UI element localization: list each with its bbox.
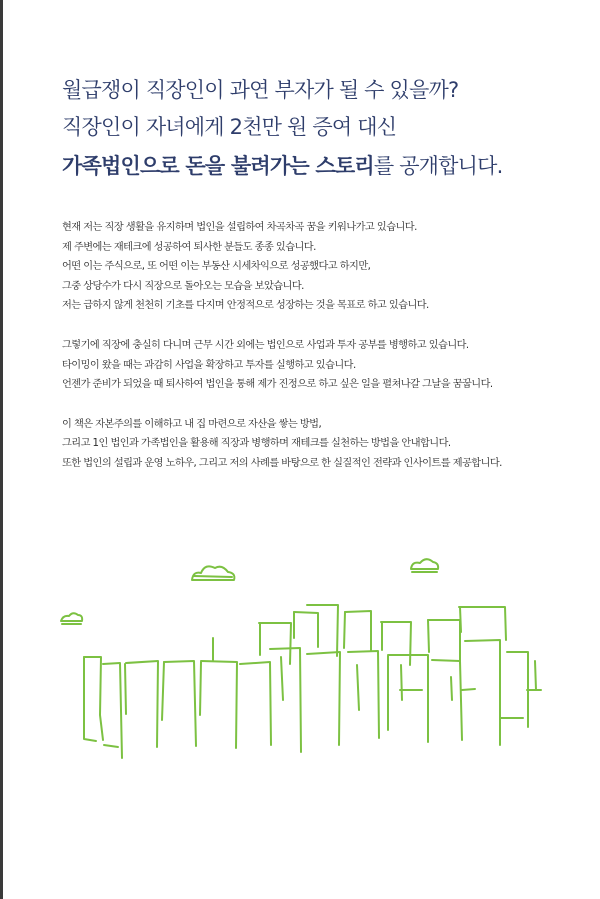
headline-line-3: [62, 148, 582, 185]
building: [451, 677, 452, 700]
building: [270, 648, 301, 752]
building: [462, 689, 475, 690]
cloud-icon: [194, 576, 232, 577]
city-skyline-illustration: [0, 540, 600, 780]
building: [459, 607, 506, 640]
paragraph-line: 그리고 1인 법인과 가족법인을 활용해 직장과 병행하며 재테크를 실천하는 방법을 안내합니다.: [62, 438, 451, 450]
paragraph-line: 언젠가 준비가 되었을 때 퇴사하여 법인을 통해 제가 진정으로 하고 싶은 일을 펼쳐나갈 그날을 꿈꿉니다.: [62, 379, 493, 391]
building: [126, 661, 158, 747]
building: [381, 622, 411, 665]
building: [164, 661, 196, 746]
building: [507, 652, 528, 727]
body-text: [62, 218, 582, 494]
headline: [62, 72, 582, 185]
building: [294, 612, 318, 647]
building: [200, 662, 201, 715]
building: [84, 657, 103, 740]
paragraph-line: 그중 상당수가 다시 직장으로 돌아오는 모습을 보았습니다.: [62, 280, 304, 292]
headline-emphasis: 가족법인으로 돈을 불려가는 스토리: [62, 154, 374, 178]
cloud-icon: [411, 559, 438, 569]
paragraph-line: 타이밍이 왔을 때는 과감히 사업을 확장하고 투자를 실행하고 있습니다.: [62, 359, 356, 371]
building: [348, 651, 379, 738]
paragraph-line: 현재 저는 직장 생활을 유지하며 법인을 설립하여 차곡차곡 꿈을 키워나가고 있습니다.: [62, 222, 417, 233]
paragraph-2: [62, 336, 582, 395]
building: [259, 623, 291, 664]
cloud-icon: [192, 566, 234, 580]
building: [465, 640, 500, 745]
paragraph-3: [62, 415, 582, 474]
building: [84, 657, 96, 741]
building: [345, 611, 371, 650]
building: [388, 655, 428, 742]
building: [432, 660, 462, 740]
building: [401, 665, 402, 700]
building: [240, 662, 271, 745]
paragraph-line: 어떤 이는 주식으로, 또 어떤 이는 부동산 시세차익으로 성공했다고 하지만,: [62, 261, 371, 273]
paragraph-line: 이 책은 자본주의를 이해하고 내 집 마련으로 자산을 쌓는 방법,: [62, 418, 322, 430]
paragraph-line: 저는 급하지 않게 천천히 기초를 다지며 안정적으로 성장하는 것을 목표로 하고 있습니다.: [62, 300, 429, 312]
paragraph-line: 제 주변에는 재테크에 성공하여 퇴사한 분들도 종종 있습니다.: [62, 241, 316, 253]
building: [281, 657, 283, 700]
building: [125, 664, 126, 714]
building: [307, 652, 340, 745]
headline-tail: 를 공개합니다.: [373, 154, 503, 178]
building: [428, 620, 460, 663]
paragraph-1: [62, 218, 582, 316]
building: [460, 607, 461, 632]
building: [535, 661, 536, 690]
building: [428, 620, 429, 652]
building: [103, 663, 122, 758]
paragraph-line: 또한 법인의 설립과 운영 노하우, 그리고 저의 사례를 바탕으로 한 실질적인 전략과 인사이트를 제공합니다.: [62, 457, 502, 469]
building: [344, 612, 345, 648]
building: [162, 662, 164, 720]
building: [201, 661, 237, 748]
building: [104, 745, 118, 747]
paragraph-line: 그렇기에 직장에 충실히 다니며 근무 시간 외에는 법인으로 사업과 투자 공부를 병행하고 있습니다.: [62, 339, 469, 351]
headline-line-1: 월급쟁이 직장인이 과연 부자가 될 수 있을까?: [62, 78, 459, 102]
cloud-icon: [61, 613, 82, 621]
building: [357, 665, 359, 710]
headline-line-2: 직장인이 자녀에게 2천만 원 증여 대신: [62, 115, 397, 139]
